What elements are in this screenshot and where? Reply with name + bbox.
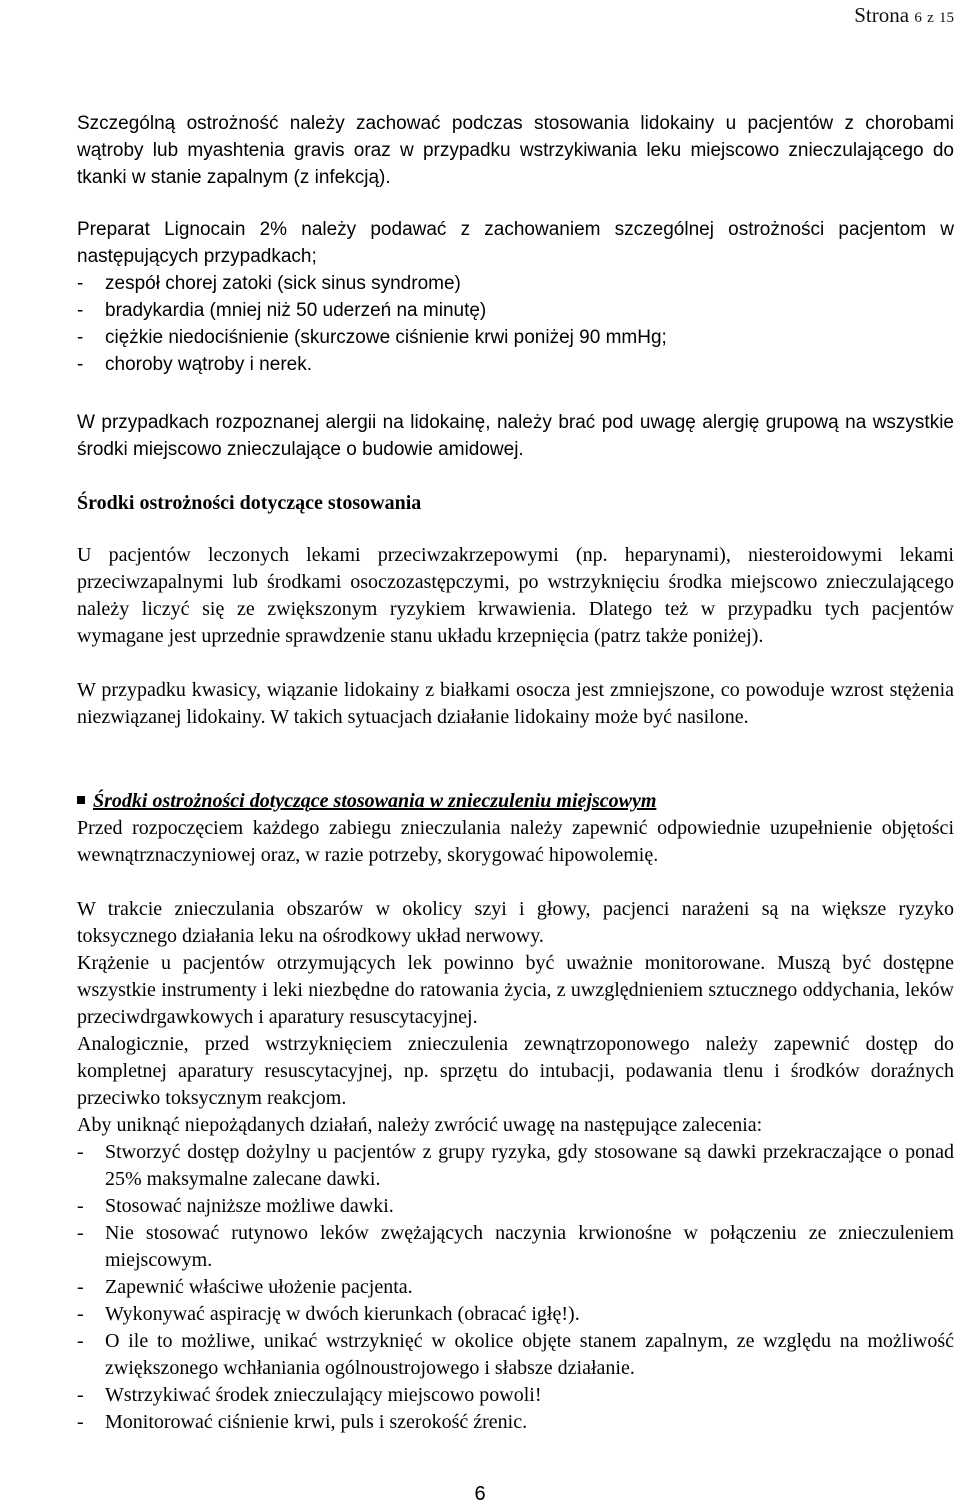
list-item: - O ile to możliwe, unikać wstrzyknięć w okolice objęte stanem zapalnym, ze względu na możliwość zwiększonego wchłaniania ogólnoustrojowego i słabsze działanie. bbox=[77, 1328, 954, 1382]
list-item: - Wstrzykiwać środek znieczulający miejscowo powoli! bbox=[77, 1382, 954, 1409]
list-item: - Stworzyć dostęp dożylny u pacjentów z grupy ryzyka, gdy stosowane są dawki przekraczające o ponad 25% maksymalne zalecane dawki. bbox=[77, 1139, 954, 1193]
heading-text: Środki ostrożności dotyczące stosowania w znieczuleniu miejscowym bbox=[93, 790, 657, 812]
paragraph-head-neck: W trakcie znieczulania obszarów w okolicy szyi i głowy, pacjenci narażeni są na większe ryzyko toksycznego działania leku na ośrodkowy układ nerwowy. bbox=[77, 898, 954, 947]
paragraph-hypovolemia: Przed rozpoczęciem każdego zabiegu znieczulania należy zapewnić odpowiednie uzupełnienie objętości wewnątrznaczyniowej oraz, w razie potrzeby, skorygować hipowolemię. bbox=[77, 817, 954, 866]
list-item: - Monitorować ciśnienie krwi, puls i szerokość źrenic. bbox=[77, 1409, 954, 1436]
section-heading-precautions: Środki ostrożności dotyczące stosowania bbox=[77, 492, 422, 514]
paragraph-liver-caution: Szczególną ostrożność należy zachować podczas stosowania lidokainy u pacjentów z chorobami wątroby lub myashtenia gravis oraz w przypadku wstrzykiwania leku miejscowo znieczulającego do tkanki w stanie zapalnym (z infekcją). bbox=[77, 113, 954, 188]
list-item: - Zapewnić właściwe ułożenie pacjenta. bbox=[77, 1274, 954, 1301]
page-number: 6 bbox=[474, 1483, 486, 1505]
page-header bbox=[854, 2, 954, 31]
square-bullet-icon bbox=[77, 796, 85, 804]
caution-list bbox=[77, 270, 954, 378]
paragraph-anticoagulants: U pacjentów leczonych lekami przeciwzakrzepowymi (np. heparynami), niesteroidowymi lekami przeciwzapalnymi lub środkami osoczozastępczymi, po wstrzyknięciu środka miejscowo znieczulającego należy liczyć się ze zwiększonym ryzykiem krwawienia. Dlatego też w przypadku tych pacjentów wymagane jest uprzednie sprawdzenie stanu układu krzepnięcia (patrz także poniżej). bbox=[77, 544, 954, 647]
page-current: 6 bbox=[914, 10, 922, 26]
paragraph-acidosis: W przypadku kwasicy, wiązanie lidokainy z białkami osocza jest zmniejszone, co powoduje wzrost stężenia niezwiązanej lidokainy. W takich sytuacjach działanie lidokainy może być nasilone. bbox=[77, 679, 954, 728]
paragraph-intro: Aby uniknąć niepożądanych działań, należy zwrócić uwagę na następujące zalecenia: bbox=[77, 1114, 763, 1136]
page-word: Strona bbox=[854, 3, 910, 27]
section-heading-local-anesthesia bbox=[77, 788, 656, 815]
paragraph-allergy: W przypadkach rozpoznanej alergii na lidokainę, należy brać pod uwagę alergię grupową na wszystkie środki miejscowo znieczulające o budowie amidowej. bbox=[77, 412, 954, 460]
paragraph-lignocain-caution bbox=[77, 216, 954, 378]
list-item: - ciężkie niedociśnienie (skurczowe ciśnienie krwi poniżej 90 mmHg; bbox=[77, 324, 954, 351]
list-item: - Nie stosować rutynowo leków zwężających naczynia krwionośne w połączeniu ze znieczuleniem miejscowym. bbox=[77, 1220, 954, 1274]
page-of: z bbox=[927, 10, 934, 26]
list-item: - Wykonywać aspirację w dwóch kierunkach (obracać igłę!). bbox=[77, 1301, 954, 1328]
recommendations-list bbox=[77, 1139, 954, 1436]
list-item: - zespół chorej zatoki (sick sinus syndrome) bbox=[77, 270, 954, 297]
page-total: 15 bbox=[939, 10, 954, 26]
paragraph-epidural: Analogicznie, przed wstrzyknięciem znieczulenia zewnątrzoponowego należy zapewnić dostęp do kompletnej aparatury resuscytacyjnej, np. sprzętu do intubacji, podawania tlenu i środków doraźnych przeciwko toksycznym reakcjom. bbox=[77, 1033, 954, 1109]
list-item: - Stosować najniższe możliwe dawki. bbox=[77, 1193, 954, 1220]
list-item: - choroby wątroby i nerek. bbox=[77, 351, 954, 378]
paragraph-recommendations bbox=[77, 1112, 954, 1436]
paragraph-intro: Preparat Lignocain 2% należy podawać z zachowaniem szczególnej ostrożności pacjentom w następujących przypadkach; bbox=[77, 219, 954, 267]
list-item: - bradykardia (mniej niż 50 uderzeń na minutę) bbox=[77, 297, 954, 324]
paragraph-circulation: Krążenie u pacjentów otrzymujących lek powinno być uważnie monitorowane. Muszą być dostępne wszystkie instrumenty i leki niezbędne do ratowania życia, z uwzględnieniem sztucznego oddychania, leków przeciwdrgawkowych i aparatury resuscytacyjnej. bbox=[77, 952, 954, 1028]
